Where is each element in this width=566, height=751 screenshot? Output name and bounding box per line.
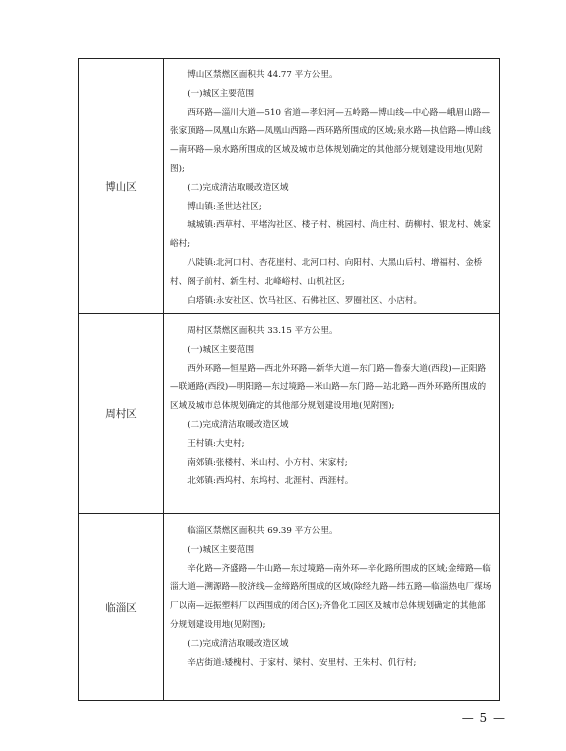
paragraph: 周村区禁燃区面积共 33.15 平方公里。 xyxy=(187,326,338,336)
paragraph: 临淄区禁燃区面积共 69.39 平方公里。 xyxy=(187,526,338,536)
paragraph: 北郊镇:西坞村、东坞村、北涯村、西涯村。 xyxy=(187,476,354,487)
paragraph: (二)完成清洁取暖改造区域 xyxy=(187,419,289,430)
paragraph: 博山镇:圣世达社区; xyxy=(187,201,262,212)
paragraph: 王村镇:大史村; xyxy=(187,438,245,449)
paragraph: 辛店街道:矮槐村、于家村、梁村、安里村、王朱村、仉行村; xyxy=(187,657,417,668)
region-name: 博山区 xyxy=(105,180,137,193)
region-name: 临淄区 xyxy=(105,602,137,614)
paragraph: (一)城区主要范围 xyxy=(187,88,255,99)
region-name: 周村区 xyxy=(105,407,137,420)
paragraph: 城城镇:西草村、平堵沟社区、楼子村、桃园村、尚庄村、荫柳村、银龙村、姚家峪村; xyxy=(170,220,491,250)
region-content xyxy=(170,522,493,672)
paragraph: 白塔镇:永安社区、饮马社区、石佛社区、罗圈社区、小店村。 xyxy=(187,295,423,306)
paragraph: (二)完成清洁取暖改造区域 xyxy=(187,638,289,649)
paragraph: 辛化路—齐盛路—牛山路—东过境路—南外环—辛化路所围成的区域;金缔路—临淄大道—溯源路—胶济线—金缔路所围成的区域(除经九路—纬五路—临淄热电厂煤场厂以南—远振塑料厂以西围成的闭合区);齐鲁化工园区及城市总体规划确定的其他部分规划建设用地(见附图); xyxy=(170,563,492,630)
paragraph: (一)城区主要范围 xyxy=(187,544,255,555)
page-number: — 5 — xyxy=(461,711,506,725)
paragraph: 西外环路—恒星路—西北外环路—新华大道—东门路—鲁泰大道(西段)—正阳路—联通路(西段)—明阳路—东过境路—米山路—东门路—站北路—西外环路所围成的区域及城市总体规划确定的其他部分规划建设用地(见附图); xyxy=(170,363,487,412)
paragraph: 博山区禁燃区面积共 44.77 平方公里。 xyxy=(187,70,338,80)
paragraph: 南郊镇:张楼村、米山村、小方村、宋家村; xyxy=(187,457,348,468)
paragraph: (二)完成清洁取暖改造区域 xyxy=(187,182,289,193)
range-table xyxy=(78,58,500,701)
region-content xyxy=(170,66,493,310)
column-divider xyxy=(163,59,164,700)
paragraph: 八陡镇:北河口村、杏花崖村、北河口村、向阳村、大黑山后村、增福村、金桥村、阁子前村、新生村、北峰峪村、山机社区; xyxy=(170,257,483,287)
paragraph: (一)城区主要范围 xyxy=(187,344,255,355)
paragraph: 西环路—淄川大道—510 省道—孝妇河—五岭路—博山线—中心路—峨眉山路—张家顶路—凤凰山东路—凤凰山西路—西环路所围成的区域;泉水路—执信路—博山线—南环路—泉水路所围成的区域及城市总体规划确定的其他部分规划建设用地(见附图); xyxy=(170,107,491,174)
region-content xyxy=(170,322,493,491)
